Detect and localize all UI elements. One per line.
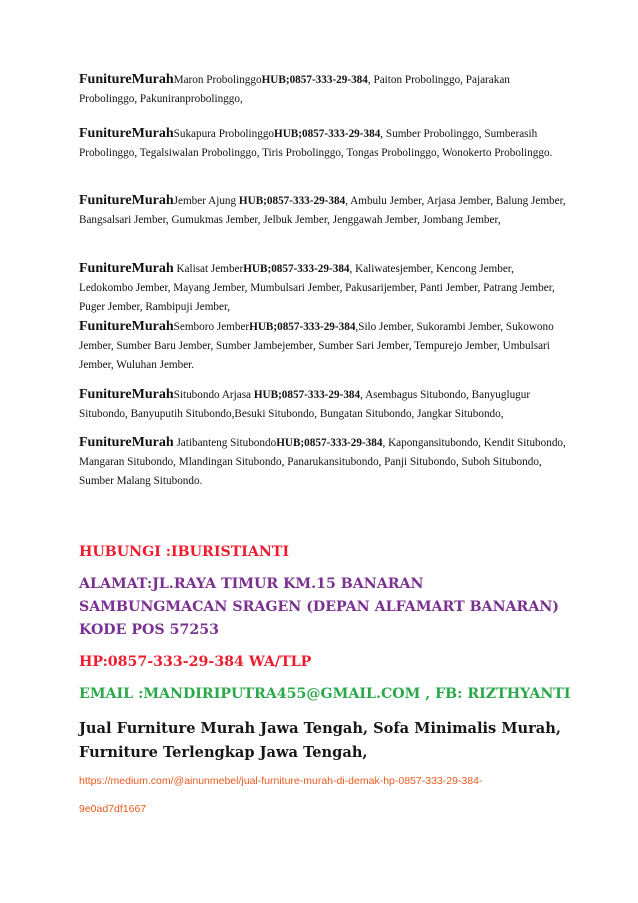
phone-number: HP:0857-333-29-384 WA/TLP bbox=[79, 654, 312, 670]
location-lead: Jatibanteng Situbondo bbox=[173, 437, 277, 449]
phone-hub: HUB;0857-333-29-384 bbox=[243, 263, 350, 275]
phone-hub: HUB;0857-333-29-384 bbox=[238, 195, 346, 207]
phone-hub: HUB;0857-333-29-384 bbox=[249, 321, 356, 333]
location-lead: Situbondo Arjasa bbox=[173, 389, 254, 401]
contact-name: HUBUNGI :IBURISTIANTI bbox=[79, 544, 290, 560]
location-lead: Semboro Jember bbox=[173, 321, 250, 333]
listing-paragraph bbox=[79, 70, 569, 109]
location-list: , Asembagus Situbondo, Banyuglugur Situbondo, Banyuputih Situbondo,Besuki Situbondo, Bungatan Situbondo, Jangkar Situbondo, bbox=[79, 389, 531, 420]
brand-name: FunitureMurah bbox=[79, 319, 174, 334]
location-list: ,Silo Jember, Sukorambi Jember, Sukowono Jember, Sumber Baru Jember, Sumber Jambejember, Sumber Sari Jember, Tempurejo Jember, Umbulsari Jember, Wuluhan Jember. bbox=[79, 321, 554, 371]
phone-hub: HUB;0857-333-29-384 bbox=[253, 389, 361, 401]
phone-hub: HUB;0857-333-29-384 bbox=[261, 74, 368, 86]
location-lead: Maron Probolinggo bbox=[173, 74, 262, 86]
location-lead: Jember Ajung bbox=[173, 195, 239, 207]
brand-name: FunitureMurah bbox=[79, 72, 174, 87]
medium-link[interactable]: https://medium.com/@ainunmebel/jual-furniture-murah-di-demak-hp-0857-333-29-384- bbox=[79, 775, 483, 787]
location-list: , Kapongansitubondo, Kendit Situbondo, Mangaran Situbondo, Mlandingan Situbondo, Panarukansitubondo, Panji Situbondo, Suboh Situbondo, Sumber Malang Situbondo. bbox=[79, 437, 566, 487]
brand-name: FunitureMurah bbox=[79, 387, 174, 402]
location-lead: Kalisat Jember bbox=[173, 263, 244, 275]
medium-link-continued[interactable]: 9e0ad7df1667 bbox=[79, 803, 147, 815]
email-facebook: EMAIL :MANDIRIPUTRA455@GMAIL.COM , FB: RIZTHYANTI bbox=[79, 686, 571, 702]
tagline-line-1: Jual Furniture Murah Jawa Tengah, Sofa Minimalis Murah, bbox=[79, 720, 561, 737]
location-list: , Sumber Probolinggo, Sumberasih Probolinggo, Tegalsiwalan Probolinggo, Tiris Probolinggo, Tongas Probolinggo, Wonokerto Probolinggo. bbox=[79, 128, 553, 159]
listing-paragraph bbox=[79, 191, 569, 230]
address-line-1: ALAMAT:JL.RAYA TIMUR KM.15 BANARAN bbox=[79, 576, 424, 592]
listing-paragraph bbox=[79, 433, 569, 491]
location-list: , Ambulu Jember, Arjasa Jember, Balung Jember, Bangsalsari Jember, Gumukmas Jember, Jelbuk Jember, Jenggawah Jember, Jombang Jember, bbox=[79, 195, 566, 226]
listing-paragraph bbox=[79, 317, 569, 375]
brand-name: FunitureMurah bbox=[79, 261, 174, 276]
location-lead: Sukapura Probolinggo bbox=[173, 128, 275, 140]
listing-paragraph bbox=[79, 385, 569, 424]
brand-name: FunitureMurah bbox=[79, 193, 174, 208]
tagline-line-2: Furniture Terlengkap Jawa Tengah, bbox=[79, 744, 368, 761]
brand-name: FunitureMurah bbox=[79, 126, 174, 141]
listing-paragraph bbox=[79, 124, 569, 163]
location-list: , Paiton Probolinggo, Pajarakan Probolinggo, Pakuniranprobolinggo, bbox=[79, 74, 510, 105]
brand-name: FunitureMurah bbox=[79, 435, 174, 450]
listing-paragraph bbox=[79, 259, 569, 317]
phone-hub: HUB;0857-333-29-384 bbox=[276, 437, 383, 449]
address-line-2: SAMBUNGMACAN SRAGEN (DEPAN ALFAMART BANARAN) bbox=[79, 599, 560, 615]
phone-hub: HUB;0857-333-29-384 bbox=[274, 128, 381, 140]
postal-code: KODE POS 57253 bbox=[79, 622, 219, 638]
location-list: , Kaliwatesjember, Kencong Jember, Ledokombo Jember, Mayang Jember, Mumbulsari Jember, Pakusarijember, Panti Jember, Patrang Jember, Puger Jember, Rambipuji Jember, bbox=[79, 263, 555, 313]
